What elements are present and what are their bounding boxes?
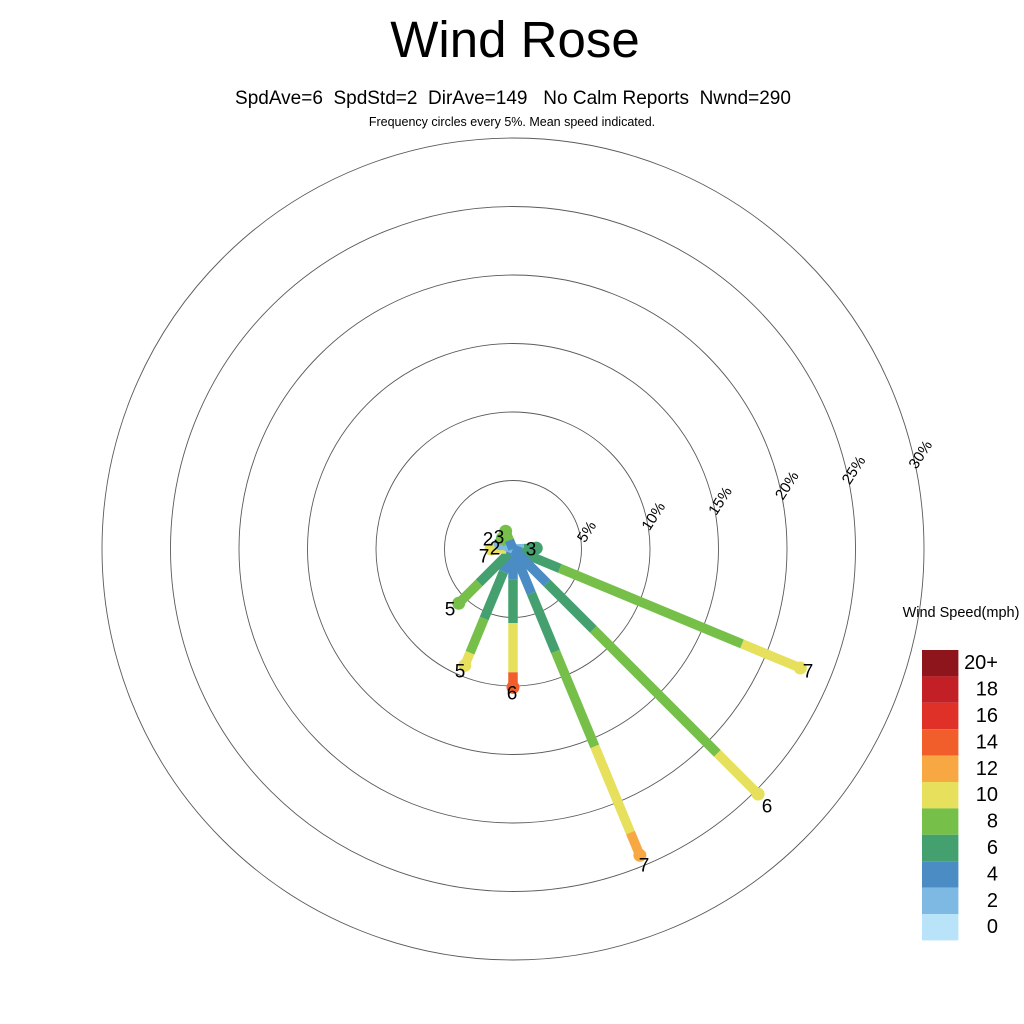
legend-swatch-2 [922,888,958,914]
mean-speed-label-nnw: 3 [493,527,505,549]
mean-speed-label-se: 6 [761,796,773,818]
spoke-sse-segment-8-10 [555,652,594,747]
spoke-ssw-segment-8-10 [470,619,484,653]
spoke-sse-segment-6-8 [531,593,555,651]
mean-speed-label-sse: 7 [638,855,650,877]
legend-label-20+: 20+ [964,652,998,675]
chart-subtitle: SpdAve=6 SpdStd=2 DirAve=149 No Calm Reports Nwnd=290 [235,88,791,109]
spoke-sse-segment-10-12 [595,746,631,832]
mean-speed-label-w: 7 [478,546,490,568]
legend-swatch-20+ [922,650,958,676]
spoke-ese-segment-8-10 [560,568,742,643]
legend-label-8: 8 [986,810,998,833]
mean-speed-label-wnw: 2 [489,538,501,560]
mean-speed-label-nw: 2 [482,529,494,551]
legend-swatch-18 [922,676,958,702]
wind-speed-legend [903,605,1020,940]
ring-label-30: 30% [905,437,937,473]
legend-swatch-10 [922,782,958,808]
ring-label-15: 15% [705,483,736,519]
chart-note: Frequency circles every 5%. Mean speed indicated. [368,115,656,129]
ring-label-20: 20% [771,468,803,503]
legend-label-6: 6 [986,837,998,859]
spoke-se-segment-6-8 [547,583,593,629]
spoke-ese-segment-10-12 [742,644,800,668]
chart-title: Wind Rose [390,11,640,68]
spoke-nnw-segment-4-6 [509,540,513,549]
spoke-se-segment-10-12 [717,753,758,794]
direction-spokes [452,525,807,862]
legend-swatch-0 [922,914,958,940]
mean-speed-label-ssw: 5 [454,661,466,683]
ring-label-5: 5% [574,518,601,546]
legend-swatch-6 [922,835,958,861]
legend-title: Wind Speed(mph) [902,605,1020,621]
legend-label-14: 14 [975,731,998,754]
mean-speed-label-sw: 5 [444,599,456,621]
legend-label-4: 4 [986,863,998,886]
frequency-ring-labels [574,438,936,546]
legend-label-12: 12 [975,757,998,780]
ring-label-10: 10% [638,499,670,534]
legend-label-0: 0 [986,916,998,939]
legend-swatch-14 [922,729,958,755]
legend-swatch-16 [922,703,958,729]
legend-label-16: 16 [975,705,998,727]
mean-speed-label-ese: 7 [802,661,814,683]
mean-speed-label-e: 3 [525,539,537,561]
ring-label-25: 25% [838,453,870,488]
spoke-se [513,549,765,801]
legend-label-2: 2 [986,889,998,912]
spoke-se-segment-8-10 [593,629,717,753]
legend-entries [922,650,998,940]
legend-swatch-8 [922,808,958,834]
legend-label-18: 18 [975,678,998,701]
legend-swatch-4 [922,861,958,887]
legend-swatch-12 [922,756,958,782]
mean-speed-label-s: 6 [506,683,518,705]
legend-label-10: 10 [975,784,998,807]
